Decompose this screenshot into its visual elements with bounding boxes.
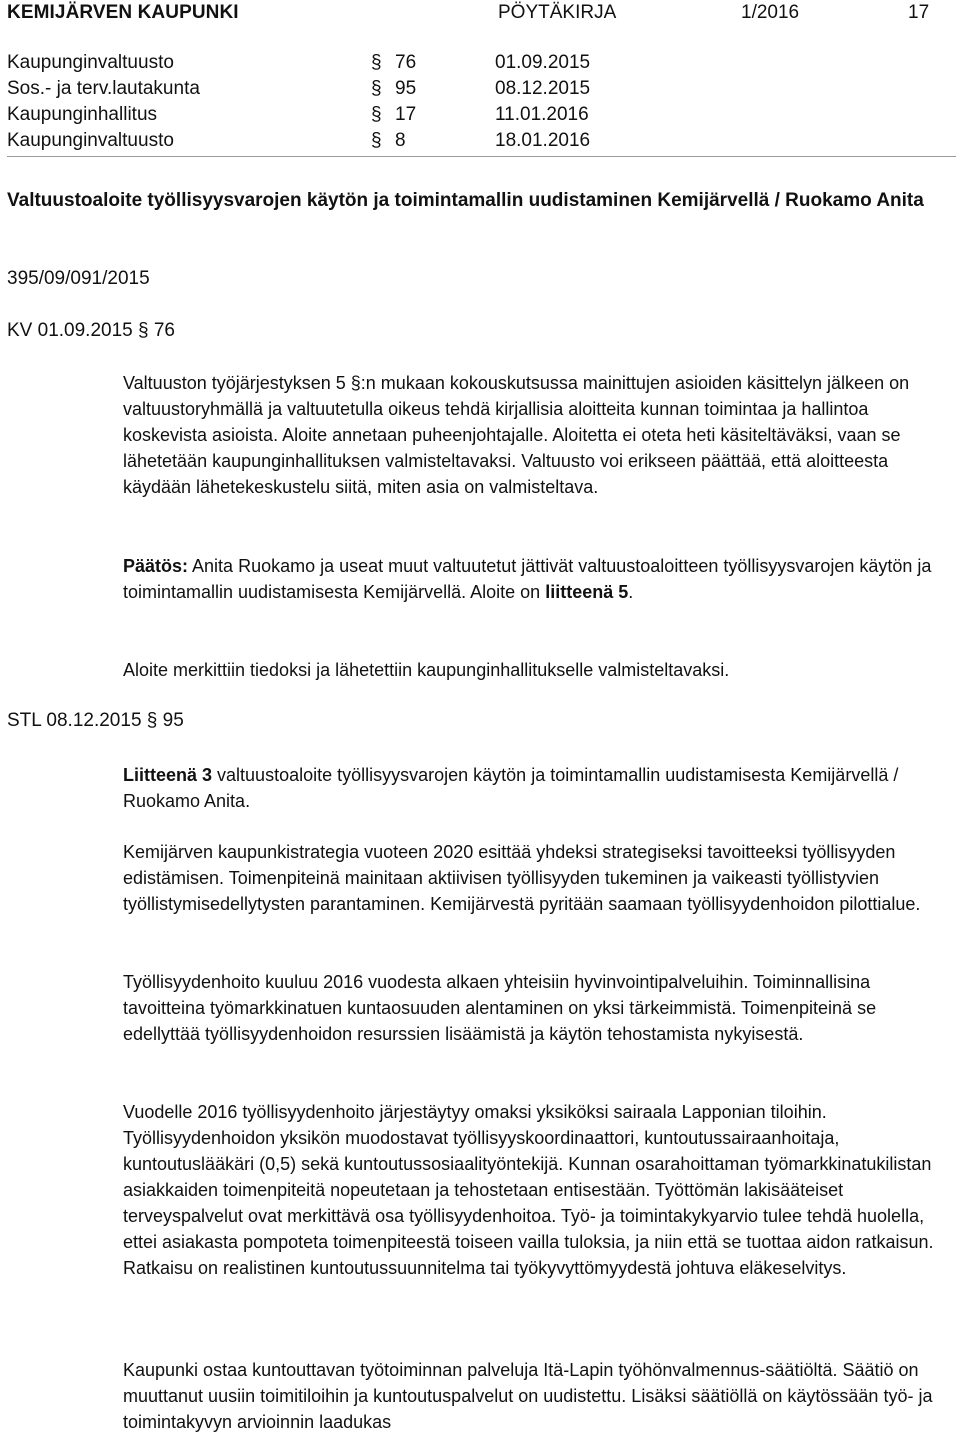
document-number: 1/2016 [741, 2, 800, 23]
history-row [7, 52, 952, 78]
history-body: Kaupunginvaltuusto [7, 130, 174, 151]
attachment-label: Liitteenä 3 [123, 765, 213, 785]
paragraph-text: Työllisyydenhoito kuuluu 2016 vuodesta alkaen yhteisiin hyvinvointipalveluihin. Toiminnallisina tavoitteina työmarkkinatuen kuntaosuuden alentaminen on yksi tärkeimmistä. Toimenpiteinä se edellyttää työllisyydenhoidon resurssien lisäämistä ja käytön tehostamista nykyisestä. [123, 972, 877, 1044]
history-date: 11.01.2016 [495, 104, 589, 125]
paragraph-strategy [123, 839, 955, 917]
meeting-label-kv: KV 01.09.2015 § 76 [7, 320, 175, 341]
section-sign: § [371, 130, 382, 151]
history-number: 76 [395, 52, 417, 73]
decision-text: Anita Ruokamo ja useat muut valtuutetut jättivät valtuustoaloitteen työllisyysvarojen käytön ja toimintamallin uudistamisesta Kemijärvellä. Aloite on [123, 556, 932, 602]
meeting-label-stl: STL 08.12.2015 § 95 [7, 710, 184, 731]
paragraph-unit-2016 [123, 1099, 955, 1281]
paragraph-text: Kemijärven kaupunkistrategia vuoteen 2020 esittää yhdeksi strategiseksi tavoitteeksi työllisyyden edistämisen. Toimenpiteinä mainitaan aktiivisen työllisyyden tukeminen ja vaikeasti työllistyvien työllistymisedellytysten parantaminen. Kemijärvestä pyritään saamaan työllisyydenhoidon pilottialue. [123, 842, 921, 914]
section-sign: § [371, 52, 382, 73]
paragraph-foundation [123, 1357, 955, 1435]
paragraph-text: Vuodelle 2016 työllisyydenhoito järjestäytyy omaksi yksiköksi sairaala Lapponian tiloihin. Työllisyydenhoidon yksikön muodostavat työllisyyskoordinaattori, kuntoutussairaanhoitaja, kuntoutuslääkäri (0,5) sekä kuntoutussosiaalityöntekijä. Kunnan osarahoittaman työmarkkinatukilistan asiakkaiden toimenpiteitä nopeutetaan ja tehostetaan entisestään. Työttömän lakisääteiset terveyspalvelut ovat merkittävä osa työllisyydenhoitoa. Työ- ja toimintakykyarvio tulee tehdä huolella, ettei asiakasta pompoteta toimenpiteestä toiseen vailla tuloksia, ja niin että se tuottaa aidon ratkaisun. Ratkaisu on realistinen kuntoutussuunnitelma tai työkyvyttömyydestä johtuva eläkeselvitys. [123, 1102, 934, 1278]
page-number: 17 [908, 2, 930, 23]
paragraph-attachment [123, 762, 955, 814]
history-number: 95 [395, 78, 417, 99]
processing-history [7, 52, 952, 156]
header-divider [7, 156, 956, 157]
page-header [7, 2, 952, 28]
history-row [7, 130, 952, 156]
paragraph-decision [123, 553, 955, 605]
history-number: 17 [395, 104, 417, 125]
history-date: 18.01.2016 [495, 130, 591, 151]
paragraph-rules [123, 370, 955, 500]
decision-end: . [628, 582, 634, 602]
history-row [7, 104, 952, 130]
history-row [7, 78, 952, 104]
section-sign: § [371, 78, 382, 99]
attachment-reference: liitteenä 5 [545, 582, 629, 602]
paragraph-text [123, 553, 955, 605]
section-sign: § [371, 104, 382, 125]
paragraph-text: Aloite merkittiin tiedoksi ja lähetettiin kaupunginhallitukselle valmisteltavaksi. [123, 660, 730, 680]
history-date: 08.12.2015 [495, 78, 591, 99]
document-type: PÖYTÄKIRJA [498, 2, 617, 23]
attachment-text: valtuustoaloite työllisyysvarojen käytön ja toimintamallin uudistamisesta Kemijärvellä / Ruokamo Anita. [123, 765, 899, 811]
organization-name: KEMIJÄRVEN KAUPUNKI [7, 2, 239, 23]
paragraph-employment-services [123, 969, 955, 1047]
document-title: Valtuustoaloite työllisyysvarojen käytön ja toimintamallin uudistaminen Kemijärvellä / Ruokamo Anita [7, 190, 924, 211]
history-body: Kaupunginvaltuusto [7, 52, 174, 73]
history-date: 01.09.2015 [495, 52, 591, 73]
paragraph-text: Valtuuston työjärjestyksen 5 §:n mukaan kokouskutsussa mainittujen asioiden käsittelyn jälkeen on valtuustoryhmällä ja valtuutetulla oikeus tehdä kirjallisia aloitteita kunnan toimintaa ja hallintoa koskevista asioista. Aloite annetaan puheenjohtajalle. Aloitetta ei oteta heti käsiteltäväksi, vaan se lähetetään kaupunginhallituksen valmisteltavaksi. Valtuusto voi erikseen päättää, että aloitteesta käydään lähetekeskustelu siitä, miten asia on valmisteltava. [123, 373, 910, 497]
decision-label: Päätös: [123, 556, 189, 576]
paragraph-referral [123, 657, 955, 683]
paragraph-text: Kaupunki ostaa kuntouttavan työtoiminnan palveluja Itä-Lapin työhönvalmennus-säätiöltä. Säätiö on muuttanut uusiin toimitiloihin ja kuntoutuspalvelut on uudistettu. Lisäksi säätiöllä on käytössään työ- ja toimintakyvyn arvioinnin laadukas [123, 1360, 933, 1432]
history-body: Sos.- ja terv.lautakunta [7, 78, 200, 99]
diary-number: 395/09/091/2015 [7, 268, 150, 289]
history-number: 8 [395, 130, 406, 151]
history-body: Kaupunginhallitus [7, 104, 158, 125]
paragraph-text [123, 762, 955, 814]
